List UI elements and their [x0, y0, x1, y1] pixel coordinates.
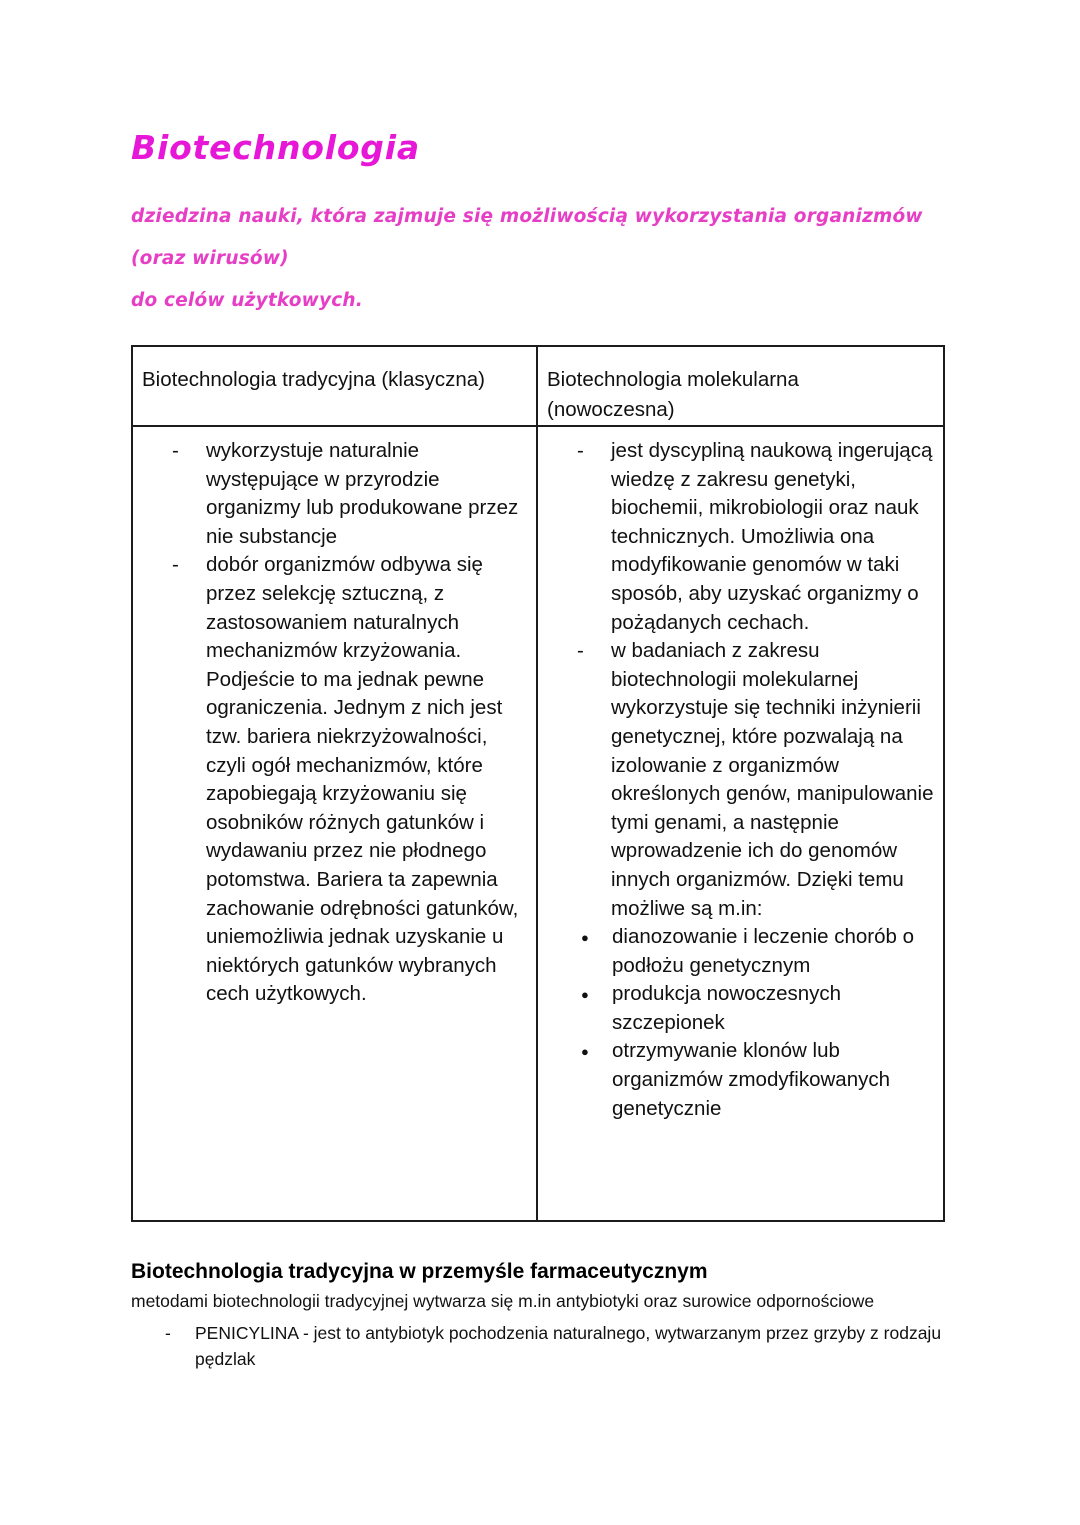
table-cell-traditional	[133, 427, 538, 1220]
table-cell-molecular	[538, 427, 943, 1220]
list-item: ● otrzymywanie klonów lub organizmów zmodyfikowanych genetycznie	[572, 1037, 937, 1123]
traditional-content	[133, 427, 536, 1220]
list-item: - dobór organizmów odbywa się przez selekcję sztuczną, z zastosowaniem naturalnych mechanizmów krzyżowania. Podjeście to ma jednak pewne ograniczenia. Jednym z nich jest tzw. bariera niekrzyżowalności, czyli ogół mechanizmów, które zapobiegają krzyżowaniu się osobników różnych gatunków i wydawaniu przez nie płodnego potomstwa. Bariera ta zapewnia zachowanie odrębności gatunków, uniemożliwia jednak uzyskanie u niektórych gatunków wybranych cech użytkowych.	[139, 551, 530, 1009]
pharma-list	[131, 1320, 961, 1372]
list-item: - wykorzystuje naturalnie występujące w przyrodzie organizmy lub produkowane przez nie substancje	[139, 437, 530, 551]
page-subtitle	[131, 196, 961, 322]
column-header-right-line-2: (nowoczesna)	[547, 398, 675, 421]
table-body-row	[133, 427, 943, 1220]
column-header-text-left	[133, 347, 536, 395]
section-heading: Biotechnologia tradycyjna w przemyśle farmaceutycznym	[131, 1260, 708, 1283]
list-item: ● produkcja nowoczesnych szczepionek	[572, 980, 937, 1037]
list-item: - w badaniach z zakresu biotechnologii molekularnej wykorzystuje się techniki inżynierii genetycznej, które pozwalają na izolowanie z organizmów określonych genów, manipulowanie tymi genami, a następnie wprowadzenie ich do genomów innych organizmów. Dzięki temu możliwe są m.in:	[544, 637, 937, 923]
pharma-section	[131, 1258, 961, 1372]
molecular-sublist-wrapper	[544, 923, 937, 1123]
table-header-cell-molecular	[538, 347, 943, 425]
table-header-cell-traditional	[133, 347, 538, 425]
page-subtitle-line-1: dziedzina nauki, która zajmuje się możliwością wykorzystania organizmów (oraz wirusów)	[131, 206, 923, 269]
comparison-table	[131, 345, 945, 1222]
list-item: ● dianozowanie i leczenie chorób o podłożu genetycznym	[572, 923, 937, 980]
column-header-left-line-1: Biotechnologia tradycyjna (klasyczna)	[142, 368, 485, 391]
molecular-content	[538, 427, 943, 1220]
column-header-text-right	[538, 347, 943, 425]
table-header-row	[133, 347, 943, 427]
page-title: Biotechnologia	[131, 128, 420, 167]
molecular-list	[544, 437, 937, 923]
list-item: - PENICYLINA - jest to antybiotyk pochodzenia naturalnego, wytwarzanym przez grzyby z rodzaju pędzlak	[131, 1320, 961, 1372]
column-header-right-line-1: Biotechnologia molekularna	[547, 368, 799, 391]
page-subtitle-line-2: do celów użytkowych.	[131, 290, 363, 311]
list-item: - jest dyscypliną naukową ingerującą wiedzę z zakresu genetyki, biochemii, mikrobiologii oraz nauk technicznych. Umożliwia ona modyfikowanie genomów w taki sposób, aby uzyskać organizmy o pożądanych cechach.	[544, 437, 937, 637]
section-lead-text: metodami biotechnologii tradycyjnej wytwarza się m.in antybiotyki oraz surowice odpornościowe	[131, 1291, 875, 1311]
traditional-list	[139, 437, 530, 1009]
molecular-sublist	[572, 923, 937, 1123]
